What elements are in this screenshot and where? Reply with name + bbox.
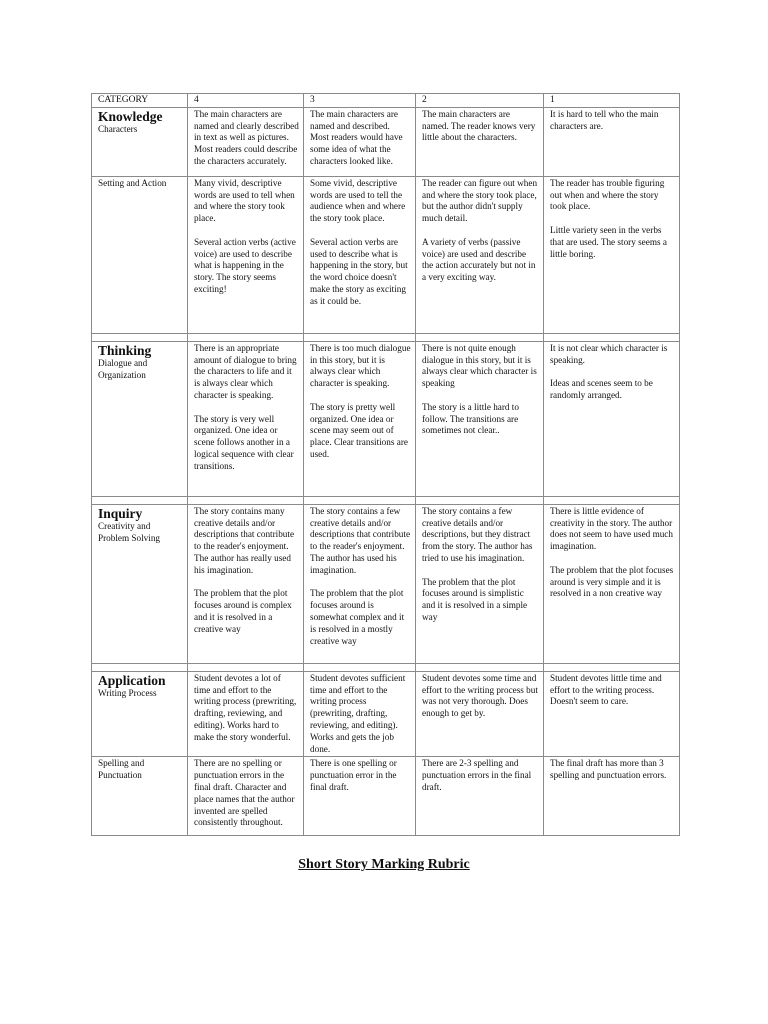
category-cell bbox=[92, 671, 188, 757]
category-subtitle: Writing Process bbox=[98, 687, 157, 698]
criteria-text: The story contains a few creative details and/or descriptions that contribute to the reader's enjoyment. The author has used his imagination. bbox=[310, 505, 411, 575]
row-thinking-dialogue bbox=[92, 341, 680, 496]
category-subtitle: Setting and Action bbox=[98, 177, 167, 188]
criteria-cell-2: Student devotes some time and effort to the writing process but was not very thorough. Does enough to get by. bbox=[416, 671, 544, 757]
rubric-caption bbox=[0, 855, 768, 873]
criteria-text: The problem that the plot focuses around is very simple and it is resolved in a non creative way bbox=[550, 564, 674, 599]
criteria-cell-4: The main characters are named and clearly described in text as well as pictures. Most readers could describe the characters accurately. bbox=[188, 107, 304, 176]
spacer-row bbox=[92, 663, 680, 671]
criteria-cell-1: It is hard to tell who the main characters are. bbox=[544, 107, 680, 176]
rubric-table bbox=[91, 93, 680, 836]
criteria-text: A variety of verbs (passive voice) are used and describe the action accurately but not in a very exciting way. bbox=[422, 236, 536, 283]
criteria-cell-1 bbox=[544, 341, 680, 496]
criteria-text: The story is very well organized. One idea or scene follows another in a logical sequence with clear transitions. bbox=[194, 413, 294, 471]
criteria-cell-4: There are no spelling or punctuation errors in the final draft. Character and place names that the author invented are spelled consistently throughout. bbox=[188, 757, 304, 836]
header-score-2: 2 bbox=[416, 94, 544, 108]
header-score-3: 3 bbox=[304, 94, 416, 108]
row-application-writing-process bbox=[92, 671, 680, 757]
row-inquiry-creativity bbox=[92, 504, 680, 663]
criteria-text: There is not quite enough dialogue in this story, but it is always clear which character is speaking bbox=[422, 342, 537, 389]
category-cell bbox=[92, 176, 188, 333]
criteria-cell-1: Student devotes little time and effort to the writing process. Doesn't seem to care. bbox=[544, 671, 680, 757]
row-spelling-punctuation bbox=[92, 757, 680, 836]
criteria-text: The story is a little hard to follow. The transitions are sometimes not clear.. bbox=[422, 401, 519, 436]
criteria-text: It is not clear which character is speaking. bbox=[550, 342, 668, 365]
criteria-cell-3 bbox=[304, 341, 416, 496]
category-cell bbox=[92, 107, 188, 176]
criteria-text: The problem that the plot focuses around is simplistic and it is resolved in a simple way bbox=[422, 576, 528, 622]
category-cell bbox=[92, 504, 188, 663]
header-score-4: 4 bbox=[188, 94, 304, 108]
header-score-1: 1 bbox=[544, 94, 680, 108]
criteria-cell-4 bbox=[188, 176, 304, 333]
category-subtitle: Characters bbox=[98, 123, 138, 134]
criteria-cell-3: The main characters are named and described. Most readers would have some idea of what the characters looked like. bbox=[304, 107, 416, 176]
category-cell bbox=[92, 341, 188, 496]
caption-text: Short Story Marking Rubric bbox=[298, 857, 470, 872]
criteria-text: The problem that the plot focuses around is complex and it is resolved in a creative way bbox=[194, 588, 292, 634]
criteria-cell-3: Student devotes sufficient time and effort to the writing process (prewriting, drafting, reviewing, and editing). Works and gets the job done. bbox=[304, 671, 416, 757]
criteria-cell-1 bbox=[544, 176, 680, 333]
criteria-text: Several action verbs (active voice) are used to describe what is happening in the story. The story seems exciting! bbox=[194, 236, 296, 294]
criteria-cell-3: There is one spelling or punctuation error in the final draft. bbox=[304, 757, 416, 836]
header-row bbox=[92, 94, 680, 108]
criteria-text: The problem that the plot focuses around is somewhat complex and it is resolved in a mostly creative way bbox=[310, 588, 405, 646]
row-setting-action bbox=[92, 176, 680, 333]
criteria-text: The story contains a few creative details and/or descriptions, but they distract from the story. The author has tried to use his imagination. bbox=[422, 505, 533, 563]
header-category: CATEGORY bbox=[92, 94, 188, 108]
criteria-text: There is an appropriate amount of dialogue to bring the characters to life and it is always clear which character is speaking. bbox=[194, 342, 297, 400]
category-subtitle: Spelling and Punctuation bbox=[98, 758, 145, 781]
criteria-text: Many vivid, descriptive words are used to tell when and where the story took place. bbox=[194, 177, 295, 224]
criteria-text: The story is pretty well organized. One idea or scene may seem out of place. Clear transitions are used. bbox=[310, 401, 408, 459]
category-subtitle: Creativity and Problem Solving bbox=[98, 520, 161, 543]
criteria-cell-3 bbox=[304, 176, 416, 333]
spacer-row bbox=[92, 333, 680, 341]
criteria-text: Little variety seen in the verbs that are used. The story seems a little boring. bbox=[550, 224, 667, 259]
criteria-text: The story contains many creative details and/or descriptions that contribute to the reader's enjoyment. The author has really used his imagination. bbox=[194, 505, 295, 575]
criteria-cell-2 bbox=[416, 504, 544, 663]
criteria-cell-4 bbox=[188, 504, 304, 663]
criteria-cell-3 bbox=[304, 504, 416, 663]
criteria-cell-2: The main characters are named. The reader knows very little about the characters. bbox=[416, 107, 544, 176]
category-subtitle: Dialogue and Organization bbox=[98, 357, 148, 380]
category-title: Inquiry bbox=[98, 505, 143, 521]
criteria-text: The reader has trouble figuring out when and where the story took place. bbox=[550, 177, 665, 212]
criteria-text: The reader can figure out when and where the story took place, but the author didn't supply much detail. bbox=[422, 177, 538, 224]
category-title: Application bbox=[98, 672, 166, 688]
criteria-text: Several action verbs are used to describe what is happening in the story, but the word choice doesn't make the story as exciting as it could be. bbox=[310, 236, 408, 306]
category-cell bbox=[92, 757, 188, 836]
criteria-cell-1 bbox=[544, 504, 680, 663]
criteria-cell-2 bbox=[416, 341, 544, 496]
criteria-text: There is little evidence of creativity in the story. The author does not seem to have used much imagination. bbox=[550, 505, 673, 552]
spacer-row bbox=[92, 496, 680, 504]
criteria-text: Some vivid, descriptive words are used to tell the audience when and where the story took place. bbox=[310, 177, 406, 224]
criteria-cell-4: Student devotes a lot of time and effort to the writing process (prewriting, drafting, reviewing, and editing). Works hard to make the story wonderful. bbox=[188, 671, 304, 757]
criteria-text: Ideas and scenes seem to be randomly arranged. bbox=[550, 378, 653, 400]
criteria-text: There is too much dialogue in this story, but it is always clear which character is speaking. bbox=[310, 342, 411, 389]
criteria-cell-2: There are 2-3 spelling and punctuation errors in the final draft. bbox=[416, 757, 544, 836]
criteria-cell-4 bbox=[188, 341, 304, 496]
category-title: Knowledge bbox=[98, 108, 163, 124]
category-title: Thinking bbox=[98, 342, 152, 358]
criteria-cell-2 bbox=[416, 176, 544, 333]
criteria-cell-1: The final draft has more than 3 spelling and punctuation errors. bbox=[544, 757, 680, 836]
row-knowledge-characters bbox=[92, 107, 680, 176]
